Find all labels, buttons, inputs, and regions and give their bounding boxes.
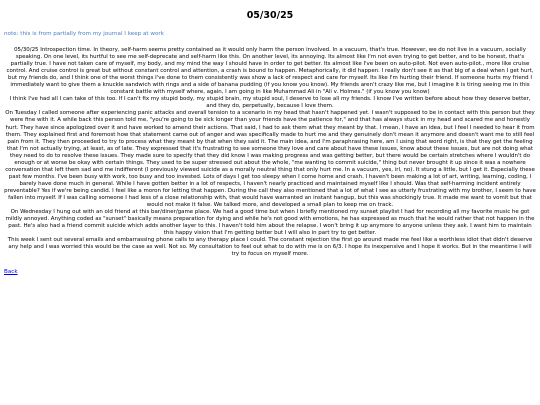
entry-paragraph: I think I've had all I can take of this too. If I can't fix my stupid body, my stupid brain, my stupid soul, I deserve to lose all my friends. I know I've written before about how they deserve better, and they do, perpetually, because I love them. — [9, 96, 531, 110]
back-link[interactable]: Back — [4, 269, 18, 276]
entry-paragraph: On Wednesday I hung out with an old friend at this bar/diner/game place. We had a good time but when I briefly mentioned my sunset playlist I had for recording all my favorite music he got mildly annoyed. Anything coded as "sunset" basically means preparation for dying and while he's not good with emotions, he has expressed as much that he would rather that not happen in the past. He's also had a friend commit suicide which adds another layer to this. I haven't told him about the relapse. I won't bring it up anymore to anyone unless they ask. I want him to maintain this happy vision that I'm getting better but I will also in part try to get better. — [5, 209, 535, 237]
journal-note: note: this is from partially from my journal I keep at work — [4, 31, 164, 37]
entry-paragraph: This week I sent out several emails and embarrassing phone calls to any therapy place I could. The constant rejection the first go around made me feel like a worthless idiot that didn't deserve any help and I was worried this would be the case as well. Not so. My consultation to feel out what to do with me is on 6/3. I hope its inexpensive and I hope it works. But in the meantime I will try to focus on myself more. — [7, 237, 533, 258]
entry-paragraph: 05/30/25 Introspection time. In theory, self-harm seems pretty contained as it would only harm the person involved. In a vacuum, that's true. However, we do not live in a vacuum, socially speaking. On one level, its hurtful to see me self-deprecate and self-harm like this. On another level, its annoying. Its almost like I'm not even trying to get better, and to be honest, that's partially true. I have not taken care of myself, my body, and my mind the way I should have in order to get better. Its almost like I've been on auto-pilot. Not even auto-pilot., more like cruise control. And cruise control is great but without constant control and attention, a crash is bound to happen. Metaphorically, it did happen. I really don't see it as that big of a deal when I get hurt, but my friends do, and I think one of the worst things I've done to them consistently was show a lack of respect and care for myself. Its like I'm hurting their friend. If someone hurts my friend I immediately want to give them a knuckle sandwich with rings and a side of banana pudding (if you know you know). My friends aren't crazy like me, but I imagine it is tiring seeing me in this constant battle with myself where, again, I am going in like Muhammad Ali in "Ali v. Holmes." (if you know you know) — [6, 47, 534, 96]
entry-paragraph: On Tuesday I called someone after experiencing panic attacks and overall tension to a scenario in my head that hasn't happened yet. I wasn't supposed to be in contact with this person but they were fine with it. A while back this person told me, "you're going to be sick longer than your friends have the patience for," and that has always stuck in my head and scared me and honestly hurt. They have since apologized over it and have worked to amend their actions. That said, I had to ask them what they meant by that. I mean, I have an idea, but I feel I needed to hear it from them. They explained first and foremost how that statement came out of anger and was specifically made to hurt me and they genuinely don't mean it anymore and doesn't want me to still feel pain from it. They then proceeded to try to process what they meant by that when they said it. The main idea, and I'm paraphrasing here, am I using that word right, is that they get the feeling that I'm not actually trying, at least, as of late. They expressed that it's frustrating to see someone they love and care about have these issues, know about these issues, but are not doing what they need to do to resolve these issues. They made sure to specify that they did know I was making progress and was getting better, but there would be certain stretches where I wouldn't do enough or at worse be okay with certain things. They used to be super stressed out about the whole, "me wanting to commit suicide," thing but never brought it up since it was a nowhere conversation that left them sad and me indifferent (I previously viewed suicide as a morally neutral thing that only hurt me. In a vacuum, yes, irl, no). It stung a little, but I get it. Especially these past few months. I've been busy with work, too busy and too invested. Lots of days I get too sleepy when I come home and crash. I haven't been making a lot of art, writing, learning, coding, I barely have done much in general. While I have gotten better in a lot of respects, I haven't nearly practiced and maintained myself like I should. Was that self-harming incident entirely preventable? Yes if we're being candid. I feel like a moron for letting that happen. During the call they also mentioned that a lot of what I see as utterly frustrating with my brother, I seem to have fallen into myself. If I was calling someone I had less of a close relationship with, that would have warranted an instant hangup, but this was shockingly true. It made me want to vomit but that would not make it false. We talked more, and developed a small plan to keep me on track. — [4, 110, 536, 209]
page-title: 05/30/25 — [246, 10, 294, 21]
journal-entry — [4, 47, 536, 258]
